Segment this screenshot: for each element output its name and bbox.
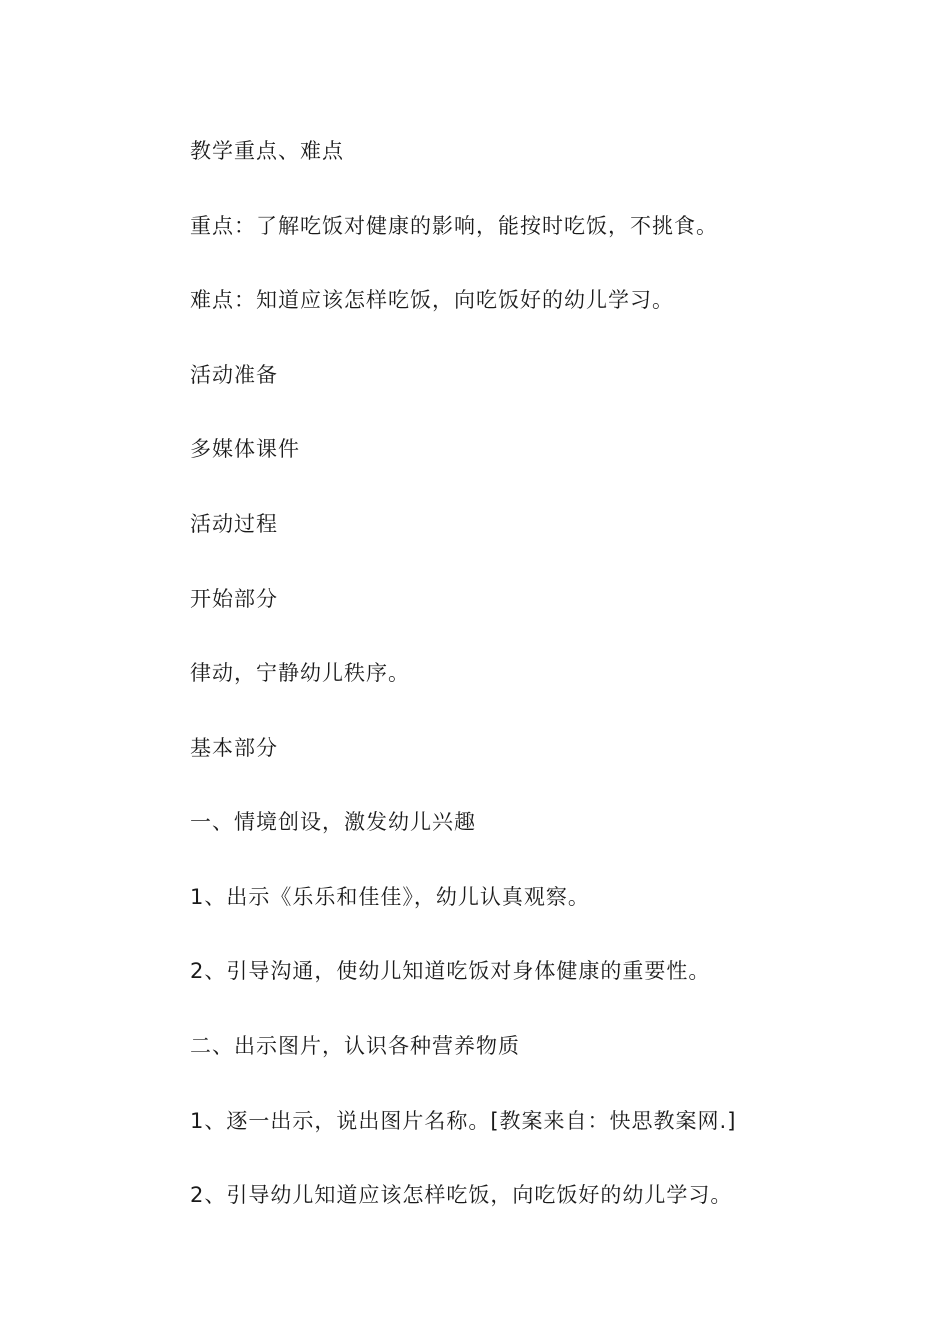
paragraph-preparation: 多媒体课件: [190, 437, 300, 461]
section-heading-preparation: 活动准备: [190, 363, 278, 387]
section-heading-process: 活动过程: [190, 512, 278, 536]
paragraph-opening: 律动，宁静幼儿秩序。: [190, 661, 410, 685]
list-heading-two: 二、出示图片，认识各种营养物质: [190, 1034, 520, 1058]
list-heading-one: 一、情境创设，激发幼儿兴趣: [190, 810, 476, 834]
section-heading-key-points: 教学重点、难点: [190, 139, 344, 163]
paragraph-difficulty: 难点：知道应该怎样吃饭，向吃饭好的幼儿学习。: [190, 288, 674, 312]
list-item-two-1: 1、逐一出示，说出图片名称。[教案来自：快思教案网.]: [190, 1109, 737, 1133]
list-item-one-1: 1、出示《乐乐和佳佳》，幼儿认真观察。: [190, 885, 590, 909]
list-item-one-2: 2、引导沟通，使幼儿知道吃饭对身体健康的重要性。: [190, 959, 711, 983]
paragraph-key-point: 重点：了解吃饭对健康的影响，能按时吃饭，不挑食。: [190, 214, 718, 238]
subheading-opening: 开始部分: [190, 587, 278, 611]
list-item-two-2: 2、引导幼儿知道应该怎样吃饭，向吃饭好的幼儿学习。: [190, 1183, 733, 1207]
subheading-basic: 基本部分: [190, 736, 278, 760]
